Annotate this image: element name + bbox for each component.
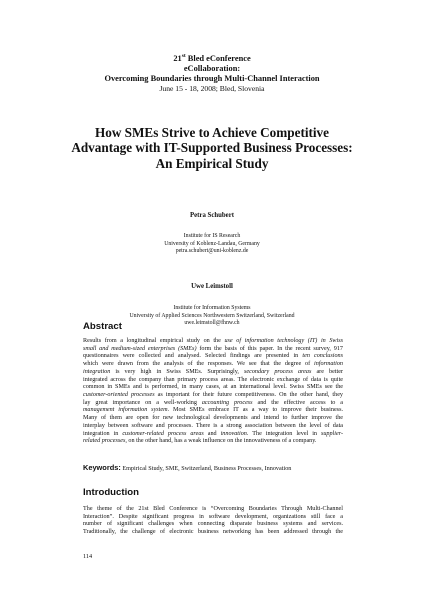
abstract-text: and [203,430,221,437]
abstract-text: is very high in Swiss SMEs. Surprisingly, [110,368,245,375]
abstract-emphasis: customer-related process areas [122,430,204,437]
keywords-text: Empirical Study, SME, Switzerland, Business Processes, Innovation [120,465,292,472]
abstract-text: form the basis of this paper. In the recent survey, 917 [196,345,343,352]
abstract-emphasis: supplier- [320,430,344,437]
introduction-heading: Introduction [83,487,139,498]
abstract-emphasis: integration [83,368,111,375]
author-name: Petra Schubert [190,212,234,219]
abstract-body [83,338,343,446]
author-email: uwe.leimstoll@fhnw.ch [184,320,240,326]
abstract-emphasis: management information system [83,407,168,414]
introduction-body [83,506,343,537]
affiliation-institute: Institute for IS Research [183,233,241,239]
conference-name [0,54,424,64]
abstract-emphasis: related processes [83,438,126,445]
abstract-text: interplay between software and processes. There is a strong association between the level of data [83,422,343,429]
conference-name-text: Bled eConference [185,54,251,63]
abstract-text: are better [311,368,343,375]
page-number: 114 [83,553,93,560]
conference-edition-suffix: st [181,53,186,60]
abstract-line [83,338,343,346]
abstract-heading: Abstract [83,321,122,332]
introduction-line: Interaction”. Despite significant progress in software development, organizations still face a [83,513,343,520]
paper-title-line: An Empirical Study [155,155,269,171]
abstract-text: which were drawn from the analysis of the responses. We see that the degree of [83,361,314,368]
abstract-emphasis: small and medium-sized enterprises (SMEs) [83,345,197,352]
conference-edition-number: 21 [173,54,182,63]
paper-title-line: How SMEs Strive to Achieve Competitive [94,125,330,140]
introduction-line: The theme of the 21st Bled Conference is “Overcoming Boundaries Through Multi-Channel [83,506,343,512]
author-email: petra.schubert@uni-koblenz.de [175,248,249,254]
conference-date-location: June 15 - 18, 2008; Bled, Slovenia [159,84,265,93]
abstract-line [83,353,343,361]
abstract-text: lay great importance on a well-working [83,399,202,406]
affiliation-institute: Institute for Information Systems [173,305,251,311]
abstract-line [83,438,343,446]
abstract-line [83,392,343,400]
author-name: Uwe Leimstoll [191,283,233,290]
paper-title-line: Advantage with IT-Supported Business Processes: [71,140,353,156]
keywords [83,464,343,473]
abstract-text: as important for their future competitiveness. On the other hand, they [154,392,343,399]
paper-title [0,125,424,171]
abstract-text: Many of them are open for new technological developments and intend to further improve the [83,415,343,422]
conference-header [0,54,424,94]
abstract-line [83,361,343,369]
affiliation-university: University of Koblenz-Landau, Germany [164,240,260,247]
affiliation-university: University of Applied Sciences Northwestern Switzerland, Switzerland [129,312,295,319]
abstract-text: . Most SMEs embrace IT as a way to improve their business. [167,407,343,414]
author-affiliation [0,233,424,256]
abstract-line [83,415,343,423]
abstract-text: integration in [83,430,123,437]
keywords-label: Keywords: [83,463,121,472]
conference-theme: eCollaboration: [183,64,241,73]
abstract-line [83,369,343,377]
abstract-emphasis: information [313,361,343,368]
abstract-emphasis: ten conclusions [302,353,344,360]
abstract-text: and the effective access to a [252,399,343,406]
conference-subtitle: Overcoming Boundaries through Multi-Channel Interaction [104,74,320,83]
abstract-text: common in SMEs and is performed, in many cases, at an international level. Swiss SMEs see the [83,384,343,391]
abstract-text: . The integration level in [246,430,321,437]
abstract-emphasis: use of information technology (IT) in Swiss [224,338,343,344]
abstract-text: questionnaires were collected and analysed. Selected findings are presented in [83,353,303,360]
abstract-emphasis: secondary process areas [244,368,312,375]
abstract-text: Results from a longitudinal empirical study on the [83,338,225,344]
abstract-line [83,423,343,431]
abstract-emphasis: customer-oriented processes [83,392,155,399]
introduction-line: Traditionally, the challenge of electronic business networking has been addressed through the [83,529,343,536]
abstract-emphasis: accounting process [201,399,253,406]
abstract-text: , on the other hand, has a weak influence on the innovativeness of a company. [125,438,317,445]
abstract-line [83,384,343,392]
abstract-text: integrated across the company than primary process areas. The electronic exchange of data is quite [83,376,343,383]
abstract-emphasis: innovation [220,430,247,437]
introduction-line: number of significant challenges when connecting disparate business systems and services. [83,521,343,528]
author-affiliation [0,305,424,328]
